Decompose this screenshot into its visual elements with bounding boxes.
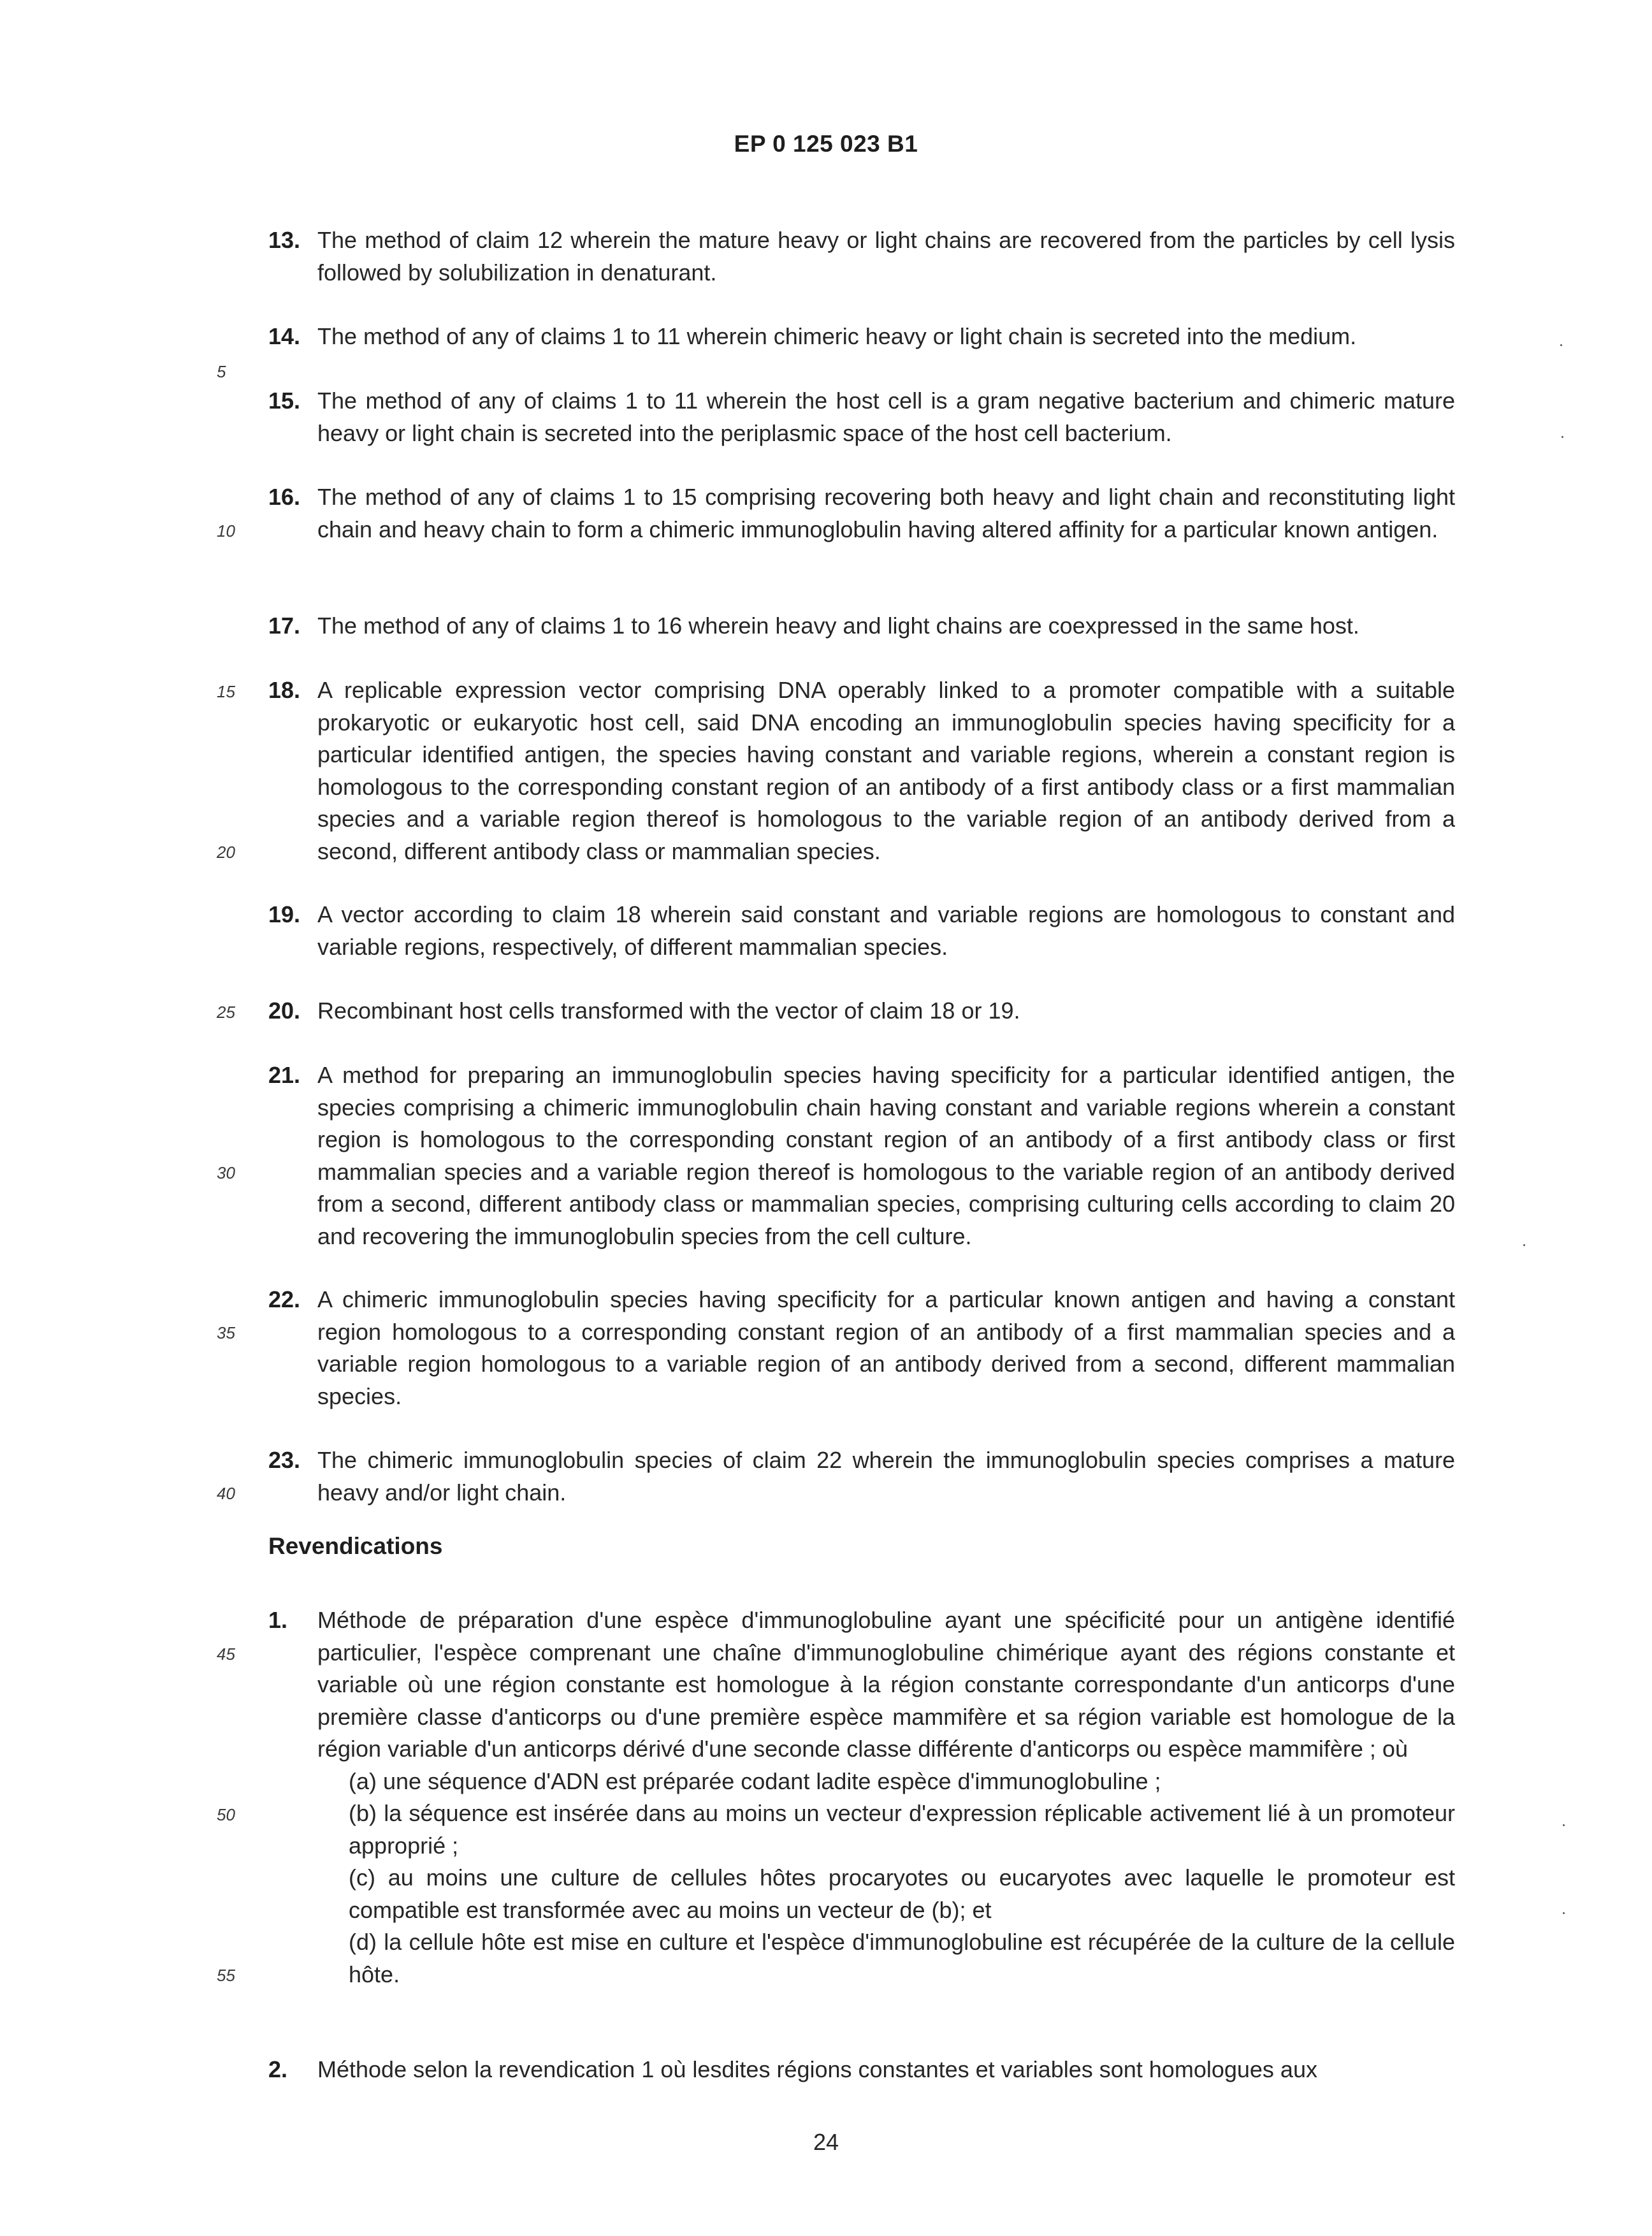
scan-speck	[1561, 436, 1563, 438]
claim-18	[268, 674, 1455, 868]
line-number: 20	[217, 843, 235, 862]
claim-number: 15.	[268, 388, 301, 414]
scan-speck	[1560, 344, 1562, 346]
claim-number: 18.	[268, 677, 301, 703]
scan-speck	[1563, 1912, 1565, 1914]
claim-15	[268, 385, 1455, 449]
claim-19	[268, 899, 1455, 963]
claim-number: 1.	[268, 1607, 288, 1633]
line-number: 30	[217, 1163, 235, 1182]
claim-22	[268, 1284, 1455, 1412]
revendication-2	[268, 2054, 1455, 2086]
claim-step-d: (d) la cellule hôte est mise en culture et l'espèce d'immunoglobuline est récupérée de la culture de la cellule hôte.	[349, 1929, 1455, 1987]
claim-number: 13.	[268, 227, 301, 253]
line-number: 50	[217, 1805, 235, 1824]
claim-step-b: (b) la séquence est insérée dans au moins un vecteur d'expression réplicable activement lié à un promoteur approprié ;	[349, 1800, 1455, 1859]
claim-14	[268, 321, 1455, 353]
claim-step-a: (a) une séquence d'ADN est préparée codant ladite espèce d'immunoglobuline ;	[349, 1768, 1161, 1794]
claim-21	[268, 1059, 1455, 1252]
claim-number: 14.	[268, 323, 301, 349]
claim-number: 17.	[268, 613, 301, 639]
claim-20	[268, 995, 1455, 1027]
line-number: 40	[217, 1484, 235, 1503]
scan-speck	[1523, 1244, 1525, 1246]
claim-text	[317, 1604, 1455, 1991]
page-number: 24	[813, 2129, 839, 2155]
claim-text: Méthode selon la revendication 1 où lesdites régions constantes et variables sont homologues aux	[317, 2056, 1317, 2082]
claim-23	[268, 1444, 1455, 1509]
claim-text: The method of claim 12 wherein the mature heavy or light chains are recovered from the particles by cell lysis followed by solubilization in denaturant.	[317, 227, 1455, 286]
claim-17	[268, 610, 1455, 642]
claim-text: A replicable expression vector comprising DNA operably linked to a promoter compatible with a suitable prokaryotic or eukaryotic host cell, said DNA encoding an immunoglobulin species having specificity for a particular identified antigen, the species having constant and variable regions, wherein a constant region is homologous to the corresponding constant region of an antibody of a first antibody class or a first mammalian species and a variable region thereof is homologous to the variable region of an antibody derived from a second, different antibody class or mammalian species.	[317, 677, 1455, 864]
claim-number: 16.	[268, 484, 301, 510]
scan-speck	[1563, 1824, 1565, 1826]
claim-number: 21.	[268, 1062, 301, 1088]
patent-number-header: EP 0 125 023 B1	[734, 131, 918, 157]
line-number: 35	[217, 1323, 235, 1342]
claim-text: A vector according to claim 18 wherein said constant and variable regions are homologous to constant and variable regions, respectively, of different mammalian species.	[317, 901, 1455, 960]
claim-text: The method of any of claims 1 to 11 wherein chimeric heavy or light chain is secreted into the medium.	[317, 323, 1357, 349]
claim-13	[268, 224, 1455, 289]
claim-number: 20.	[268, 998, 301, 1024]
line-number: 55	[217, 1966, 235, 1985]
claim-16	[268, 481, 1455, 546]
claim-text: The chimeric immunoglobulin species of claim 22 wherein the immunoglobulin species comprises a mature heavy and/or light chain.	[317, 1447, 1455, 1506]
claim-body: Méthode de préparation d'une espèce d'immunoglobuline ayant une spécificité pour un antigène identifié particulier, l'espèce comprenant une chaîne d'immunoglobuline chimérique ayant des régions constante et variable où une région constante est homologue à la région constante correspondante d'un anticorps d'une première classe d'anticorps ou d'une première espèce mammifère et sa région variable est homologue de la région variable d'un anticorps dérivé d'une seconde classe différente d'anticorps ou espèce mammifère ; où	[317, 1607, 1455, 1762]
claim-text: The method of any of claims 1 to 15 comprising recovering both heavy and light chain and reconstituting light chain and heavy chain to form a chimeric immunoglobulin having altered affinity for a particular known antigen.	[317, 484, 1455, 542]
line-number: 25	[217, 1003, 235, 1022]
claim-number: 23.	[268, 1447, 301, 1473]
claim-step-c: (c) au moins une culture de cellules hôtes procaryotes ou eucaryotes avec laquelle le promoteur est compatible est transformée avec au moins un vecteur de (b); et	[349, 1864, 1455, 1923]
claim-number: 19.	[268, 901, 301, 927]
claim-text: The method of any of claims 1 to 16 wherein heavy and light chains are coexpressed in the same host.	[317, 613, 1359, 639]
claim-text: A method for preparing an immunoglobulin species having specificity for a particular identified antigen, the species comprising a chimeric immunoglobulin chain having constant and variable regions wherein a constant region is homologous to the corresponding constant region of an antibody of a first antibody class or first mammalian species and a variable region thereof is homologous to the variable region of an antibody derived from a second, different antibody class or mammalian species, comprising culturing cells according to claim 20 and recovering the immunoglobulin species from the cell culture.	[317, 1062, 1455, 1249]
revendication-1	[268, 1604, 1455, 1991]
section-heading-revendications: Revendications	[268, 1533, 443, 1559]
line-number: 15	[217, 682, 235, 701]
claim-number: 22.	[268, 1286, 301, 1312]
line-number: 45	[217, 1644, 235, 1664]
line-number: 5	[217, 362, 226, 381]
line-number: 10	[217, 521, 235, 541]
claim-text: Recombinant host cells transformed with the vector of claim 18 or 19.	[317, 998, 1020, 1024]
claim-text: The method of any of claims 1 to 11 wherein the host cell is a gram negative bacterium and chimeric mature heavy or light chain is secreted into the periplasmic space of the host cell bacterium.	[317, 388, 1455, 446]
claim-number: 2.	[268, 2056, 288, 2082]
claim-text: A chimeric immunoglobulin species having specificity for a particular known antigen and having a constant region homologous to a corresponding constant region of an antibody of a first mammalian species and a variable region homologous to a variable region of an antibody derived from a second, different mammalian species.	[317, 1286, 1455, 1409]
